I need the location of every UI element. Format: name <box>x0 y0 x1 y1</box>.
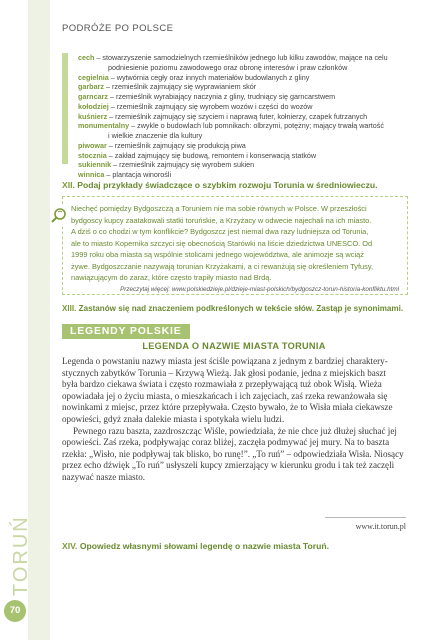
glossary-entry <box>78 121 406 131</box>
story-line: nazywać nasze miasto. <box>62 471 146 482</box>
glossary-definition: – plantacja winorośli <box>104 170 172 179</box>
glossary-definition: – zakład zajmujący się budową, remontem i konserwacją statków <box>106 150 317 160</box>
info-line: 1999 roku oba miasta są wspólnie stolicami jednego województwa, ale animozje są wciąż <box>71 250 364 259</box>
glossary-term: piwowar <box>78 140 107 150</box>
story-line: opowieści, gdyż znała dalekie miasta i spotykała wielu ludzi. <box>62 413 285 424</box>
question-13: XIII. Zastanów się nad znaczeniem podkreślonych w tekście słów. Zastąp je synonimami. <box>62 304 404 313</box>
glossary-term: garbarz <box>78 82 104 92</box>
info-line: nawiązującym do zaraz, które często trapiły miasto nad Brdą. <box>71 273 272 282</box>
glossary-term: winnica <box>78 170 105 179</box>
info-text <box>71 203 399 284</box>
glossary-entry <box>78 92 406 102</box>
story-line: Legenda o powstaniu nazwy miasta jest ściśle powiązana z jednym z bardziej charaktery- <box>62 356 388 366</box>
info-line: A dziś o co chodzi w tym konflikcie? Bydgoszcz jest niemal dwa razy ludniejsza od Torunia, <box>71 227 369 236</box>
glossary-term: stocznia <box>78 150 107 160</box>
story-line: przez echo dźwięk „To ruń” usłyszeli kupcy zmierzający w kierunku grodu i tak też zaczęli <box>62 460 395 471</box>
glossary-entry <box>78 141 406 151</box>
glossary-term: sukiennik <box>78 160 112 170</box>
glossary-term: kuśnierz <box>78 111 108 121</box>
glossary-definition: – wytwórnia cegły oraz innych materiałów budowlanych z gliny <box>108 72 310 82</box>
glossary-entry <box>78 112 406 122</box>
glossary-entry <box>78 63 406 73</box>
glossary-box <box>62 53 406 179</box>
story-line: opowieści. Zaś rzeka, podpływając coraz bliżej, zaczęła podmywać jej mury. Na to baszta <box>62 437 390 448</box>
glossary-definition: – rzemieślnik wyrabiający naczynia z gliny, trudniący się garncarstwem <box>107 92 336 101</box>
glossary-term: cegielnia <box>78 72 109 82</box>
story-line: rzekła: „Wisło, nie podpływaj tak blisko, bo runę!”. „To ruń” – odpowiedziała Wisła. Niosący <box>62 448 404 459</box>
info-box <box>62 196 408 295</box>
source-url[interactable]: www.it.torun.pl <box>355 522 406 531</box>
glossary-definition: – rzemieślnik zajmujący się wyrobem wozów i części do wozów <box>108 101 313 111</box>
legend-story <box>62 356 406 484</box>
glossary-entry <box>78 82 406 92</box>
glossary-term: monumentalny <box>78 121 130 131</box>
info-line: żywe. Bydgoszczanie nazywają torunian Krzyżakami, a ci rewanżują się określeniem Tyfusy, <box>71 261 374 271</box>
glossary-definition: – stowarzyszenie samodzielnych rzemieślników jednego lub kilku zawodów, mające na celu <box>94 53 388 62</box>
info-source-link[interactable]: Przeczytaj więcej: www.polskiedzieje.pl/dzieje-miast-polskich/bydgoszcz-torun-historia-konfliktu.html <box>120 285 399 293</box>
story-line: opowiadała jej o życiu miasta, o mieszkańcach i ich zajęciach, zaś rzeka rewanżowała się <box>62 390 388 401</box>
glossary-entry <box>78 170 406 180</box>
glossary-definition: – rzemieślnik zajmujący się produkcją piwa <box>106 140 246 150</box>
glossary-entry <box>78 73 406 83</box>
story-line: nowinkami z miejsc, przez które przepływała. Często bywało, że to Wisła miała ciekawsze <box>62 402 393 413</box>
glossary-definition: podniesienie poziomu zawodowego oraz obronę interesów i praw członków <box>108 62 348 72</box>
legend-banner: LEGENDY POLSKIE <box>62 324 190 339</box>
glossary-term: kołodziej <box>78 101 109 111</box>
glossary-entry <box>78 53 406 63</box>
info-line: ale to miasto Kopernika szczyci się obecnością Starówki na liście dziedzictwa UNESCO. Od <box>71 238 373 248</box>
divider <box>325 517 406 518</box>
info-line: Niechęć pomiędzy Bydgoszczą a Toruniem nie ma sobie równych w Polsce. W przeszłości <box>71 204 367 213</box>
glossary-definition: i wielkie znaczenie dla kultury <box>108 131 203 140</box>
page-number: 70 <box>4 600 26 622</box>
story-line: Pewnego razu baszta, zazdroszcząc Wiśle, powiedziała, że nie chce już dłużej słuchać jej <box>73 425 397 436</box>
story-line: była bardzo ciekawa świata i często rozmawiała z przepływającą tuż obok Wisłą. Wieża <box>62 379 382 390</box>
info-line: bydgoscy kupcy zaatakowali statki toruńskie, a Krzyżacy w odwecie najechali na ich miasto. <box>71 215 372 225</box>
glossary-definition: – rzemieślnik zajmujący się szyciem i naprawą futer, kołnierzy, czapek futrzanych <box>107 111 368 121</box>
glossary-term: cech <box>78 53 95 62</box>
glossary-entry <box>78 151 406 161</box>
glossary-term: garncarz <box>78 92 108 101</box>
side-word-toruń: TORUŃ <box>10 515 32 596</box>
question-14: XIV. Opowiedz własnymi słowami legendę o nazwie miasta Toruń. <box>62 541 329 551</box>
story-line: stycznych zabytków Torunia – Krzywą Wieżą. Jak głosi podanie, jedna z miejskich baszt <box>62 367 386 378</box>
glossary-definition: – rzemieślnik zajmujący się wyprawianiem skór <box>103 82 257 92</box>
question-12: XII. Podaj przykłady świadczące o szybkim rozwoju Torunia w średniowieczu. <box>62 180 378 190</box>
glossary-entry <box>78 102 406 112</box>
legend-title: LEGENDA O NAZWIE MIASTA TORUNIA <box>142 341 326 351</box>
glossary-definition: – zwykle o budowlach lub pomnikach: olbrzymi, potężny; mający trwałą wartość <box>129 121 384 131</box>
running-header: PODRÓŻE PO POLSCE <box>62 23 174 34</box>
magnifier-icon <box>50 206 68 224</box>
glossary-entry <box>78 131 406 141</box>
glossary-definition: – rzemieślnik zajmujący się wyrobem sukien <box>111 160 255 170</box>
glossary-entry <box>78 160 406 170</box>
